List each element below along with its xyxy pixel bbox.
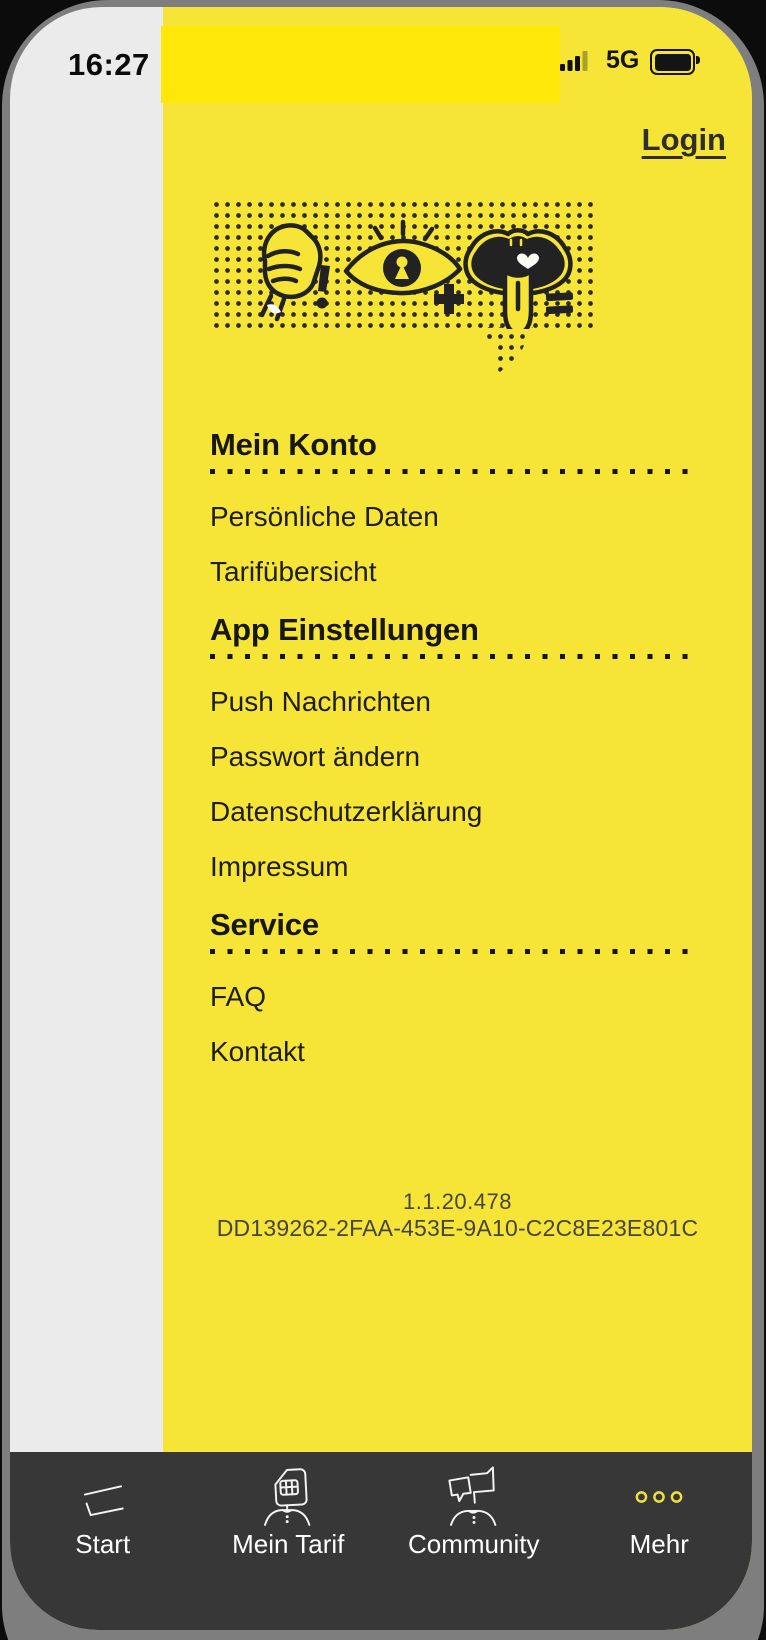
tab-community[interactable] <box>381 1452 567 1630</box>
menu-item[interactable]: FAQ <box>210 981 267 1012</box>
battery-icon <box>650 49 695 75</box>
menu-item[interactable]: Kontakt <box>210 1036 305 1067</box>
menu-item[interactable]: Impressum <box>210 851 349 882</box>
tab-label: Mein Tarif <box>232 1529 345 1559</box>
version-number: 1.1.20.478 <box>403 1189 512 1214</box>
community-person-icon <box>442 1465 506 1529</box>
menu-item[interactable]: Persönliche Daten <box>210 501 439 532</box>
header-skeleton-block <box>161 26 560 103</box>
brand-banner <box>211 199 596 329</box>
tab-mein-tarif[interactable] <box>196 1452 382 1630</box>
installation-id: DD139262-2FAA-453E-9A10-C2C8E23E801C <box>216 1215 699 1241</box>
menu-section <box>210 427 688 587</box>
signal-bars-icon <box>560 47 592 73</box>
login-link[interactable]: Login <box>641 122 726 157</box>
dotted-divider <box>210 654 688 659</box>
app-version-block <box>163 1189 752 1242</box>
sim-person-icon <box>256 1465 320 1529</box>
settings-menu <box>210 427 688 1092</box>
tab-label: Community <box>408 1529 540 1559</box>
tab-label: Start <box>75 1529 131 1559</box>
dotted-divider <box>210 469 688 474</box>
tab-start[interactable] <box>10 1452 196 1630</box>
menu-section <box>210 907 688 1067</box>
app-screen <box>10 7 752 1630</box>
dotted-divider <box>210 949 688 954</box>
menu-section <box>210 612 688 882</box>
tab-label: Mehr <box>629 1529 689 1559</box>
mouth-tongue-equals-icon <box>466 230 574 329</box>
status-time: 16:27 <box>68 47 150 82</box>
section-title: Service <box>210 907 319 942</box>
menu-item[interactable]: Push Nachrichten <box>210 686 432 717</box>
fist-exclamation-icon <box>262 225 330 319</box>
start-scribble-icon <box>76 1465 130 1529</box>
tab-mehr[interactable] <box>567 1452 753 1630</box>
eye-keyhole-plus-icon <box>346 222 464 314</box>
menu-item[interactable]: Passwort ändern <box>210 741 421 772</box>
section-title: App Einstellungen <box>210 612 479 647</box>
section-title: Mein Konto <box>210 427 377 462</box>
menu-item[interactable]: Datenschutzerklärung <box>210 796 483 827</box>
more-dots-icon <box>635 1465 683 1529</box>
menu-item[interactable]: Tarifübersicht <box>210 556 377 587</box>
bottom-tab-bar <box>10 1452 752 1630</box>
network-type-label: 5G <box>606 46 640 74</box>
